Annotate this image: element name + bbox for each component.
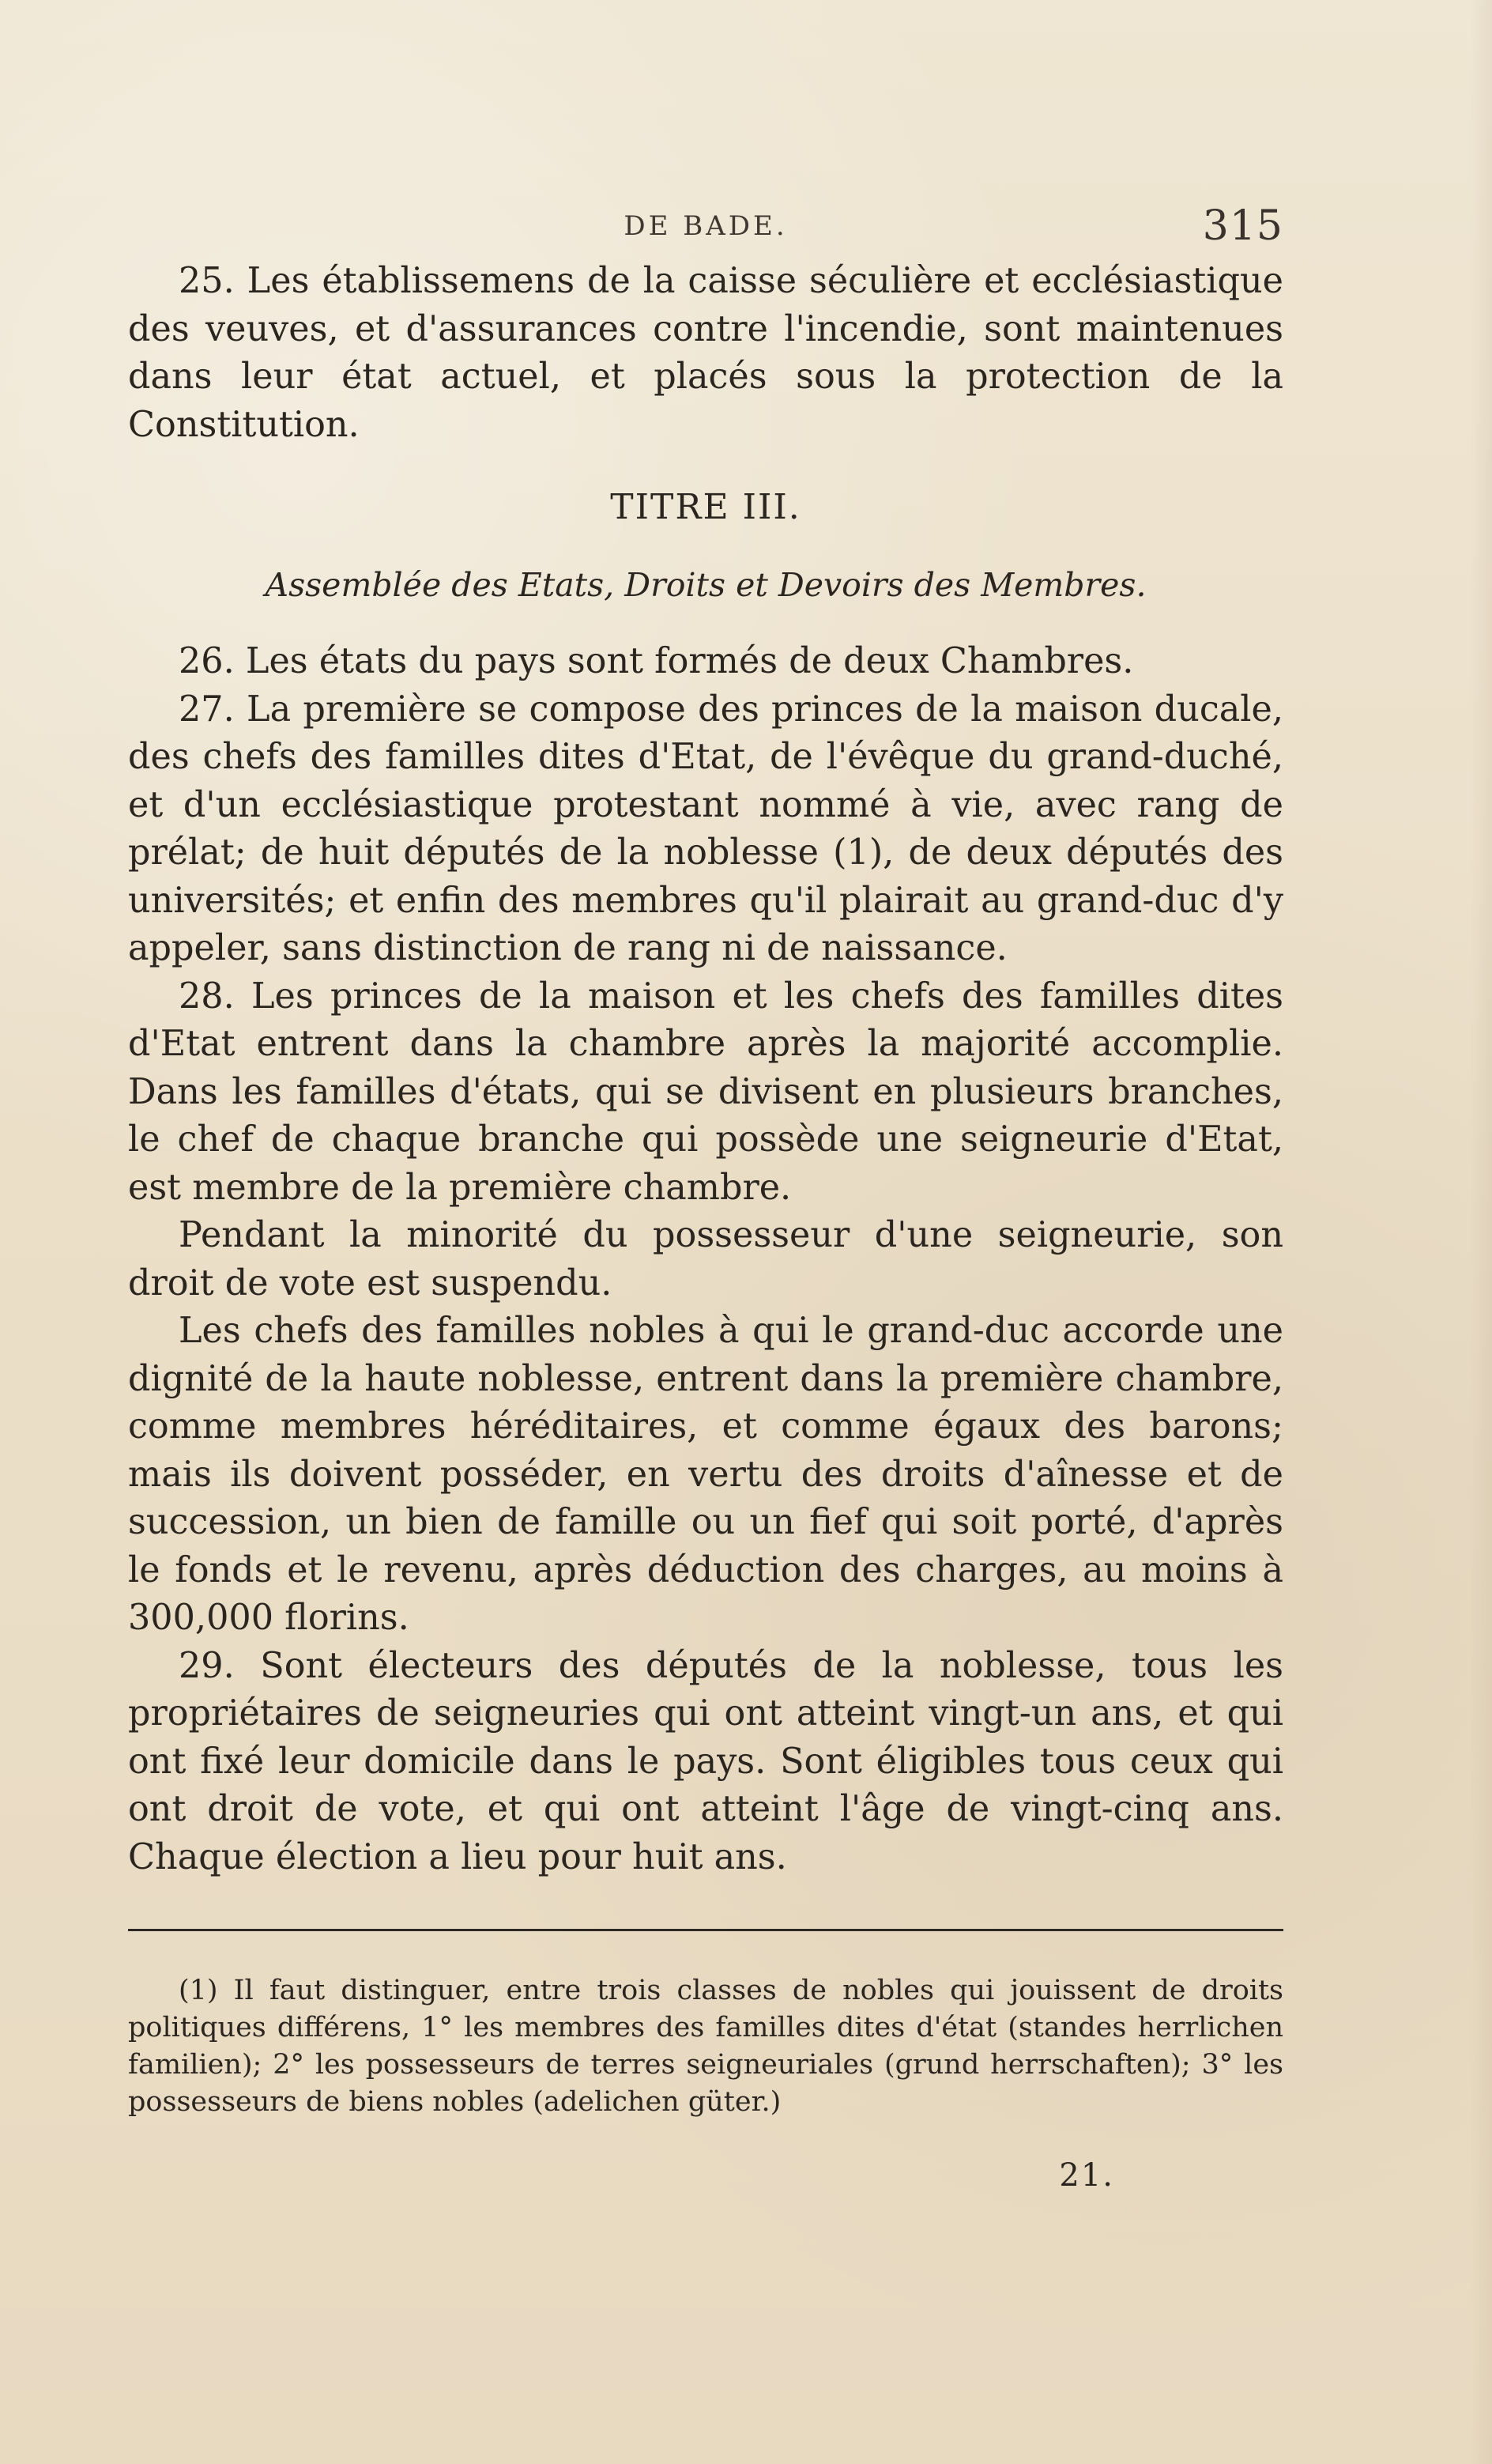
- page-number: 315: [1202, 202, 1283, 250]
- article-26: 26. Les états du pays sont formés de deux Chambres.: [179, 641, 1134, 681]
- article-29: 29. Sont électeurs des députés de la noblesse, tous les propriétaires de seigneuries qui ont atteint vingt-un ans, et qui ont fixé leur domicile dans le pays. Sont éligibles tous ceux qui ont droit de vote, et qui ont atteint l'âge de vingt-cinq ans. Chaque élection a lieu pour huit ans.: [128, 1645, 1283, 1877]
- article-28: 28. Les princes de la maison et les chefs des familles dites d'Etat entrent dans la chambre après la majorité accomplie. Dans les familles d'états, qui se divisent en plusieurs branches, le chef de chaque branche qui possède une seigneurie d'Etat, est membre de la première chambre.: [128, 975, 1283, 1208]
- running-title: DE BADE.: [624, 210, 788, 242]
- page-content: [128, 196, 1283, 2194]
- section-subtitle: Assemblée des Etats, Droits et Devoirs des Membres.: [265, 566, 1147, 604]
- section-title: TITRE III.: [610, 487, 801, 527]
- article-25: 25. Les établissemens de la caisse séculière et ecclésiastique des veuves, et d'assurances contre l'incendie, sont maintenues dans leur état actuel, et placés sous la protection de la Constitution.: [128, 261, 1283, 445]
- signature-mark: 21.: [1059, 2157, 1114, 2194]
- footnote-text: (1) Il faut distinguer, entre trois classes de nobles qui jouissent de droits politiques différens, 1° les membres des familles dites d'état (standes herrlichen familien); 2° les possesseurs de terres seigneuriales (grund herrschaften); 3° les possesseurs de biens nobles (adelichen güter.): [128, 1975, 1283, 2118]
- footnote-rule: [128, 1929, 1283, 1931]
- page-edge-shadow: [1470, 0, 1492, 2464]
- article-28-paragraph-2: Pendant la minorité du possesseur d'une seigneurie, son droit de vote est suspendu.: [128, 1215, 1283, 1304]
- article-27: 27. La première se compose des princes de la maison ducale, des chefs des familles dites d'Etat, de l'évêque du grand-duché, et d'un ecclésiastique protestant nommé à vie, avec rang de prélat; de huit députés de la noblesse (1), de deux députés des universités; et enfin des membres qu'il plairait au grand-duc d'y appeler, sans distinction de rang ni de naissance.: [128, 689, 1283, 968]
- article-28-paragraph-3: Les chefs des familles nobles à qui le grand-duc accorde une dignité de la haute noblesse, entrent dans la première chambre, comme membres héréditaires, et comme égaux des barons; mais ils doivent posséder, en vertu des droits d'aînesse et de succession, un bien de famille ou un fief qui soit porté, d'après le fonds et le revenu, après déduction des charges, au moins à 300,000 florins.: [128, 1311, 1283, 1638]
- running-head: [128, 196, 1283, 253]
